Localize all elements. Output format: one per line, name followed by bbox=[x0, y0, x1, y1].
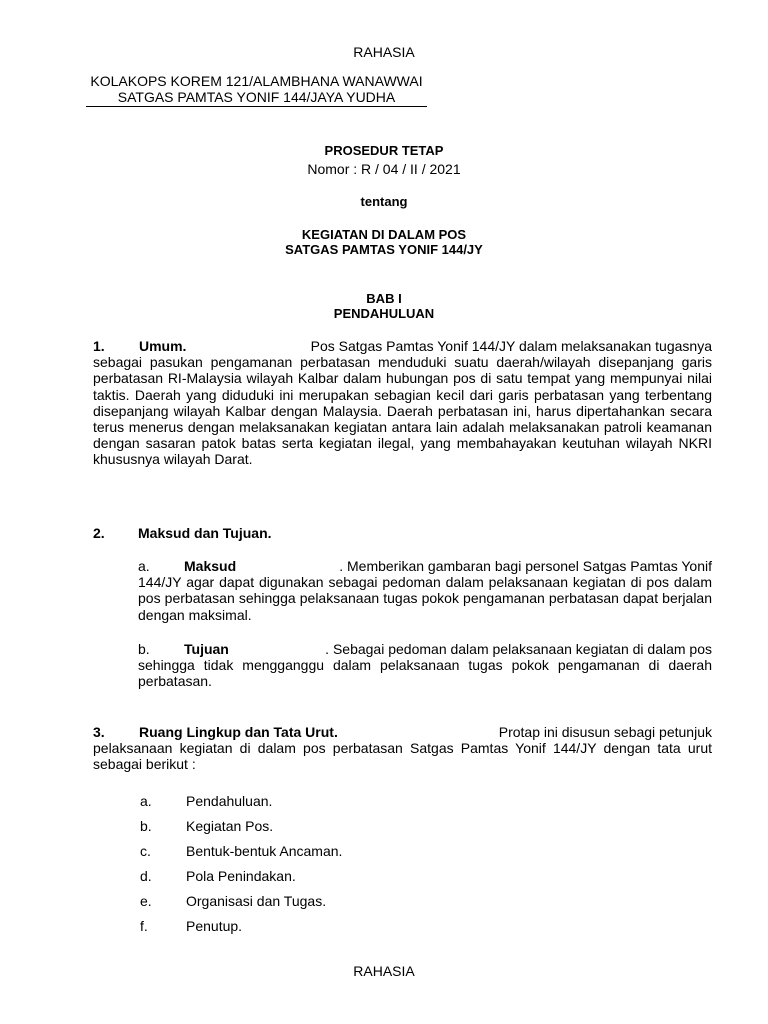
doc-subject-1: KEGIATAN DI DALAM POS bbox=[301, 227, 467, 242]
list-item: d. Pola Penindakan. bbox=[140, 868, 296, 884]
section-2a-text-first: . Memberikan gambaran bagi personel Satgas Pamtas Yonif bbox=[339, 558, 712, 574]
list-item: b. Kegiatan Pos. bbox=[140, 818, 274, 834]
doc-number: Nomor : R / 04 / II / 2021 bbox=[307, 161, 461, 177]
doc-about: tentang bbox=[360, 194, 408, 209]
unit-header bbox=[86, 73, 427, 107]
classification-top: RAHASIA bbox=[353, 44, 415, 60]
section-3-text-first: Protap ini disusun sebagi petunjuk bbox=[498, 724, 712, 740]
chapter-label: BAB I bbox=[366, 291, 402, 306]
list-item: c. Bentuk-bentuk Ancaman. bbox=[140, 843, 343, 859]
unit-line-2: SATGAS PAMTAS YONIF 144/JAYA YUDHA bbox=[117, 89, 396, 106]
section-2a-heading: Maksud bbox=[184, 558, 237, 574]
section-2-heading-line bbox=[93, 525, 272, 541]
section-2a-letter: a. bbox=[138, 558, 150, 574]
section-2-heading: Maksud dan Tujuan. bbox=[138, 525, 272, 541]
section-3 bbox=[93, 724, 712, 773]
section-2a bbox=[138, 558, 712, 623]
section-3-text: pelaksanaan kegiatan di dalam pos perbatasan Satgas Pamtas Yonif 144/JY dengan tata urut sebagai berikut : bbox=[93, 740, 712, 773]
section-1-number: 1. bbox=[93, 338, 105, 354]
section-2b-text: sehingga tidak mengganggu dalam pelaksanaan tugas pokok pengamanan di daerah perbatasan. bbox=[138, 657, 712, 690]
doc-type: PROSEDUR TETAP bbox=[324, 143, 444, 158]
section-1-text: sebagai pasukan pengamanan perbatasan menduduki suatu daerah/wilayah disepanjang garis perbatasan RI-Malaysia wilayah Kalbar dalam hubungan pos di satu tempat yang mempunyai nilai taktis. Daerah yang diduduki ini merupakan sebagian kecil dari garis perbatasan yang terbentang disepanjang wilayah Kalbar dengan Malaysia. Daerah perbatasan ini, harus dipertahankan secara terus menerus dengan melaksanakan kegiatan antara lain adalah melaksanakan patroli keamanan dengan sasaran patok batas serta kegiatan ilegal, yang membahayakan keutuhan wilayah NKRI khususnya wilayah Darat. bbox=[93, 354, 712, 468]
unit-line-1: KOLAKOPS KOREM 121/ALAMBHANA WANAWWAI bbox=[90, 73, 423, 89]
section-1 bbox=[93, 338, 712, 468]
header-underline bbox=[86, 106, 427, 107]
section-1-text-first: Pos Satgas Pamtas Yonif 144/JY dalam melaksanakan tugasnya bbox=[310, 338, 712, 354]
classification-bottom: RAHASIA bbox=[353, 963, 415, 979]
section-3-heading: Ruang Lingkup dan Tata Urut. bbox=[139, 724, 338, 740]
section-2b-heading: Tujuan bbox=[184, 641, 229, 657]
section-2a-text: 144/JY agar dapat digunakan sebagai pedoman dalam pelaksanaan kegiatan di pos dalam pos perbatasan sehingga pelaksanaan tugas pokok pengamanan perbatasan dapat berjalan dengan maksimal. bbox=[138, 574, 712, 623]
section-2-number: 2. bbox=[93, 525, 105, 541]
section-2b bbox=[138, 641, 712, 690]
section-2b-text-first: . Sebagai pedoman dalam pelaksanaan kegiatan di dalam pos bbox=[325, 641, 712, 657]
doc-subject-2: SATGAS PAMTAS YONIF 144/JY bbox=[285, 242, 483, 257]
section-1-heading: Umum. bbox=[139, 338, 187, 354]
section-2b-letter: b. bbox=[138, 641, 150, 657]
list-item: e. Organisasi dan Tugas. bbox=[140, 893, 327, 909]
section-3-number: 3. bbox=[93, 724, 105, 740]
chapter-name: PENDAHULUAN bbox=[333, 306, 435, 321]
list-item: f. Penutup. bbox=[140, 918, 243, 934]
list-item: a. Pendahuluan. bbox=[140, 793, 273, 809]
